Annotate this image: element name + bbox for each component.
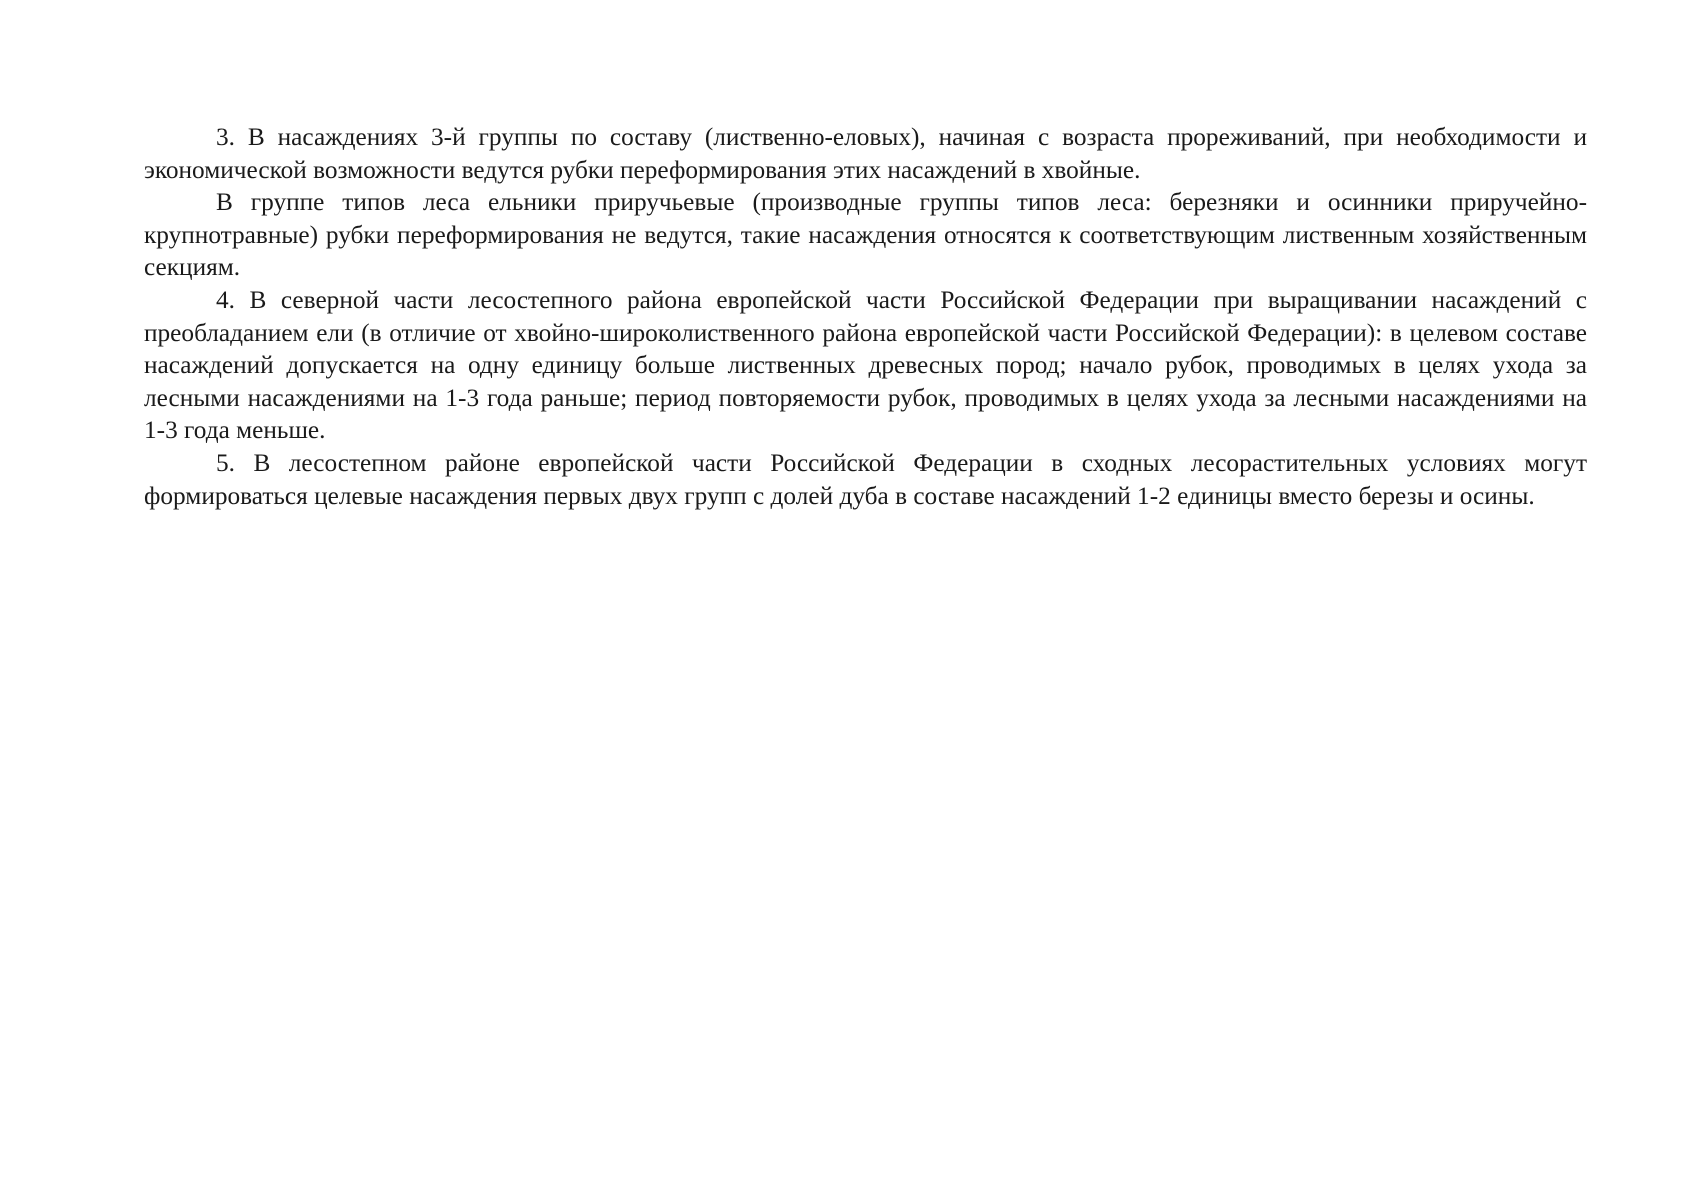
paragraph-5: 5. В лесостепном районе европейской части Российской Федерации в сходных лесорастительных условиях могут формироваться целевые насаждения первых двух групп с долей дуба в составе насаждений 1-2 единицы вместо березы и осины. <box>144 448 1587 510</box>
paragraph-4: 4. В северной части лесостепного района европейской части Российской Федерации при выращивании насаждений с преобладанием ели (в отличие от хвойно-широколиственного района европейской части Российской Федерации): в целевом составе насаждений допускается на одну единицу больше лиственных древесных пород; начало рубок, проводимых в целях ухода за лесными насаждениями на 1-3 года раньше; период повторяемости рубок, проводимых в целях ухода за лесными насаждениями на 1-3 года меньше. <box>144 285 1587 445</box>
document-body <box>144 121 1587 512</box>
paragraph-spruce-forest-types: В группе типов леса ельники приручьевые (производные группы типов леса: березняки и осинники приручейно-крупнотравные) рубки переформирования не ведутся, такие насаждения относятся к соответствующим лиственным хозяйственным секциям. <box>144 188 1587 282</box>
paragraph-3: 3. В насаждениях 3-й группы по составу (лиственно-еловых), начиная с возраста прореживаний, при необходимости и экономической возможности ведутся рубки переформирования этих насаждений в хвойные. <box>144 123 1587 184</box>
